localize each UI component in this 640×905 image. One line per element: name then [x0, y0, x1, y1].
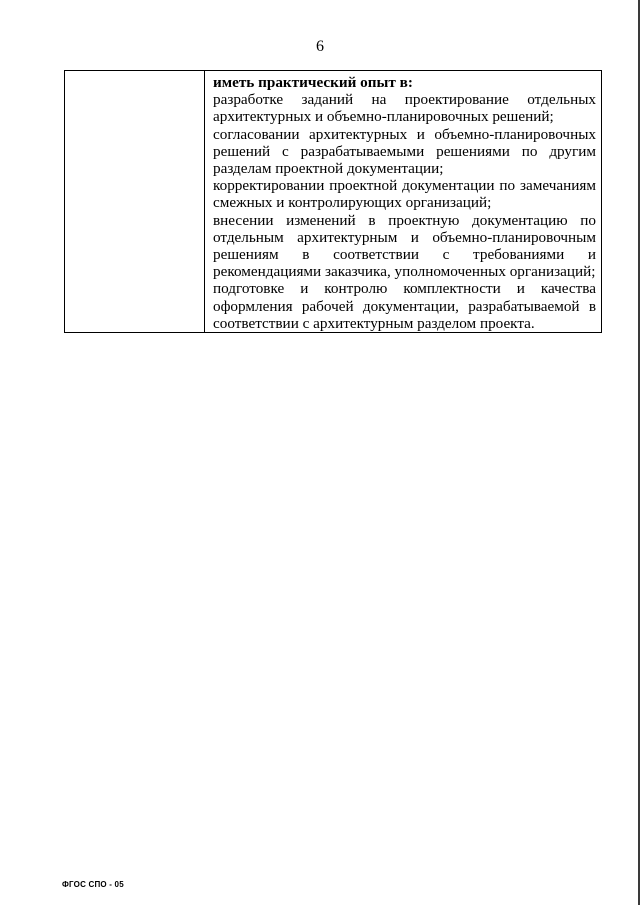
list-item: внесении изменений в проектную документацию по отдельным архитектурным и объемно-планировочным решениям в соответствии с требованиями и рекомендациями заказчика, уполномоченных организаций;: [213, 211, 596, 281]
list-item: разработке заданий на проектирование отдельных архитектурных и объемно-планировочных решений;: [213, 91, 596, 126]
list-item: корректировании проектной документации по замечаниям смежных и контролирующих организаций;: [213, 177, 596, 212]
page-number: 6: [316, 38, 324, 55]
footer-label: ФГОС СПО - 05: [62, 880, 124, 889]
content-table: [64, 70, 602, 333]
section-heading: иметь практический опыт в:: [213, 74, 413, 91]
table-cell-left: [65, 71, 205, 332]
list-item: подготовке и контролю комплектности и качества оформления рабочей документации, разрабатываемой в соответствии с архитектурным разделом проекта.: [213, 280, 596, 332]
table-cell-right: [205, 71, 601, 332]
list-item: согласовании архитектурных и объемно-планировочных решений с разрабатываемыми решениями по другим разделам проектной документации;: [213, 125, 596, 178]
